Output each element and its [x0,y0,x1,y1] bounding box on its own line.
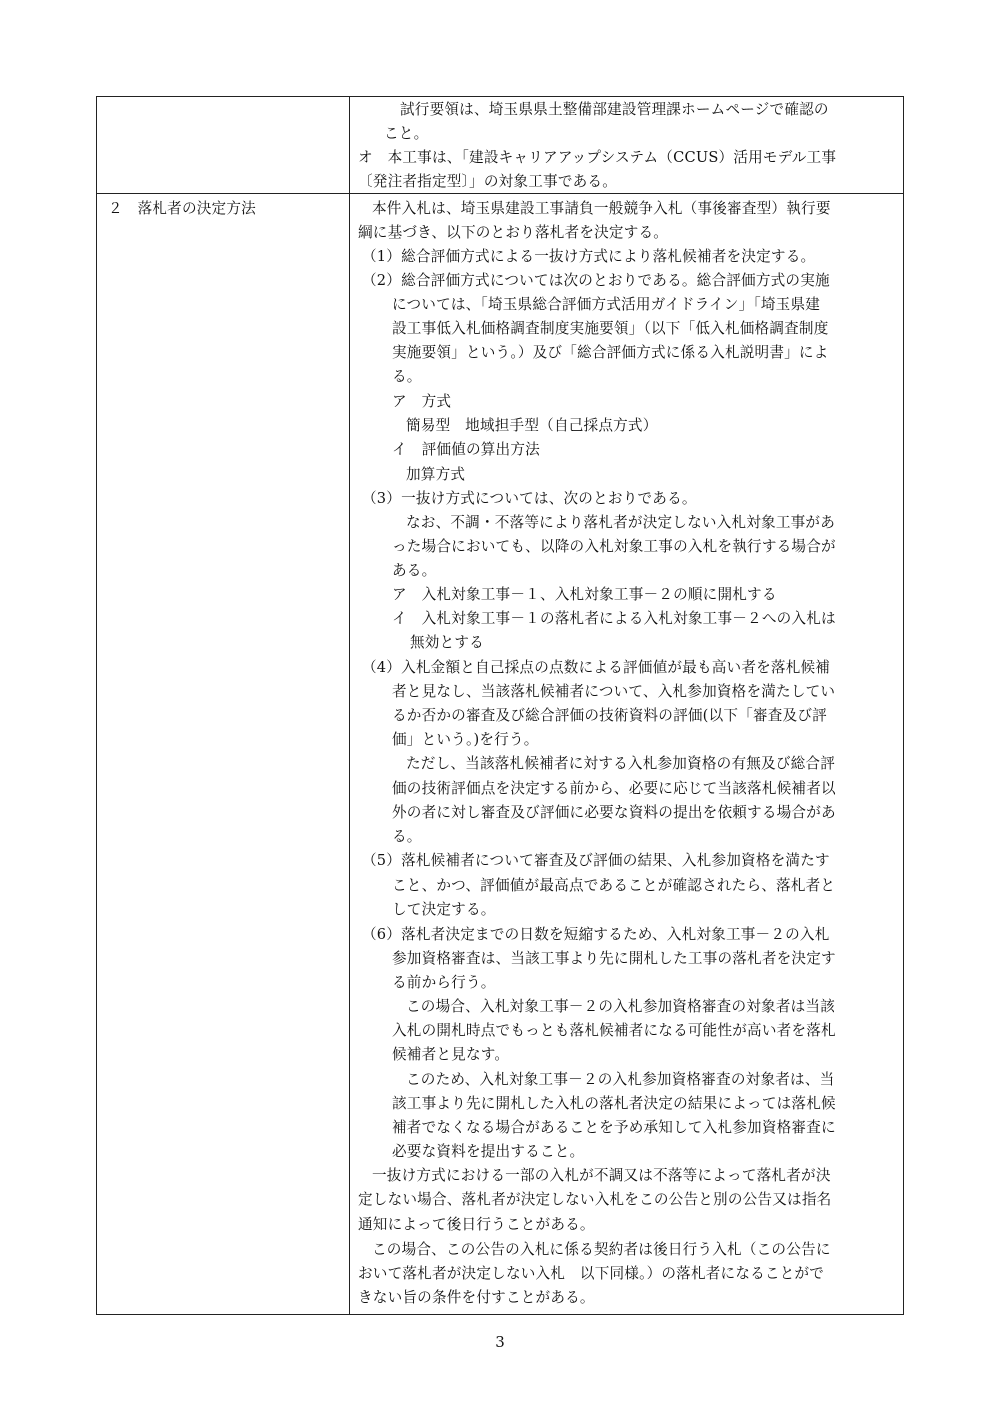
text-line: 候補者と見なす。 [392,1046,510,1063]
text-line: 無効とする [410,634,484,651]
text-line: こと、かつ、評価値が最高点であることが確認されたら、落札者と [392,877,836,894]
section-label: ２ 落札者の決定方法 [108,200,256,217]
text-line: して決定する。 [392,901,496,918]
text-line: 通知によって後日行うことがある。 [358,1216,595,1233]
text-line: 外の者に対し審査及び評価に必要な資料の提出を依頼する場合があ [392,804,836,821]
text-line: 参加資格審査は、当該工事より先に開札した工事の落札者を決定す [392,950,836,967]
text-line: （2）総合評価方式については次のとおりである。総合評価方式の実施 [362,272,830,289]
text-line: （1）総合評価方式による一抜け方式により落札候補者を決定する。 [362,248,816,265]
text-line: なお、不調・不落等により落札者が決定しない入札対象工事があ [406,514,836,531]
text-line: （6）落札者決定までの日数を短縮するため、入札対象工事－２の入札 [362,926,830,943]
text-line: 価」という。)を行う。 [392,731,539,748]
row-divider [97,193,903,194]
text-line: こと。 [384,125,429,142]
text-line: については、「埼玉県総合評価方式活用ガイドライン」「埼玉県建 [392,296,821,313]
text-line: 該工事より先に開札した入札の落札者決定の結果によっては落札候 [392,1095,836,1112]
text-line: る。 [392,368,422,385]
text-line: る前から行う。 [392,974,496,991]
text-line: る。 [392,828,422,845]
text-line: 簡易型 地域担手型（自己採点方式） [406,417,658,434]
text-line: この場合、入札対象工事－２の入札参加資格審査の対象者は当該 [406,998,836,1015]
text-line: 補者でなくなる場合があることを予め承知して入札参加資格審査に [392,1119,836,1136]
text-line: 加算方式 [406,466,466,483]
text-line: 試行要領は、埼玉県県土整備部建設管理課ホームページで確認の [400,101,829,118]
text-line: るか否かの審査及び総合評価の技術資料の評価(以下「審査及び評 [392,707,827,724]
text-line: （3）一抜け方式については、次のとおりである。 [362,490,697,507]
text-line: 一抜け方式における一部の入札が不調又は不落等によって落札者が決 [372,1167,831,1184]
text-line: （4）入札金額と自己採点の点数による評価値が最も高い者を落札候補 [362,659,831,676]
text-line: 価の技術評価点を決定する前から、必要に応じて当該落札候補者以 [392,780,836,797]
text-line: このため、入札対象工事－２の入札参加資格審査の対象者は、当 [406,1071,835,1088]
text-line: 入札の開札時点でもっとも落札候補者になる可能性が高い者を落札 [392,1022,836,1039]
text-line: おいて落札者が決定しない入札 以下同様。）の落札者になることがで [358,1265,825,1282]
text-line: 綱に基づき、以下のとおり落札者を決定する。 [358,224,669,241]
text-line: （5）落札候補者について審査及び評価の結果、入札参加資格を満たす [362,852,830,869]
text-line: イ 評価値の算出方法 [392,441,540,458]
column-divider [349,97,350,1314]
text-line: 本件入札は、埼玉県建設工事請負一般競争入札（事後審査型）執行要 [372,200,831,217]
text-line: 〔発注者指定型〕」の対象工事である。 [358,173,617,190]
text-line: オ 本工事は、「建設キャリアアップシステム（CCUS）活用モデル工事 [358,149,837,166]
text-line: イ 入札対象工事－１の落札者による入札対象工事－２への入札は [392,610,836,627]
text-line: ある。 [392,562,437,579]
text-line: ア 方式 [392,393,452,410]
text-line: 定しない場合、落札者が決定しない入札をこの公告と別の公告又は指名 [358,1191,832,1208]
text-line: 者と見なし、当該落札候補者について、入札参加資格を満たしてい [392,683,836,700]
text-line: ただし、当該落札候補者に対する入札参加資格の有無及び総合評 [406,755,836,772]
text-line: 設工事低入札価格調査制度実施要領」（以下「低入札価格調査制度 [392,320,829,337]
text-line: 実施要領」という。）及び「総合評価方式に係る入札説明書」によ [392,344,829,361]
text-line: 必要な資料を提出すること。 [392,1143,585,1160]
text-line: きない旨の条件を付すことがある。 [358,1289,595,1306]
text-line: ア 入札対象工事－１、入札対象工事－２の順に開札する [392,586,777,603]
text-line: この場合、この公告の入札に係る契約者は後日行う入札（この公告に [372,1241,831,1258]
text-line: った場合においても、以降の入札対象工事の入札を執行する場合が [392,538,836,555]
page-number: 3 [495,1333,505,1351]
